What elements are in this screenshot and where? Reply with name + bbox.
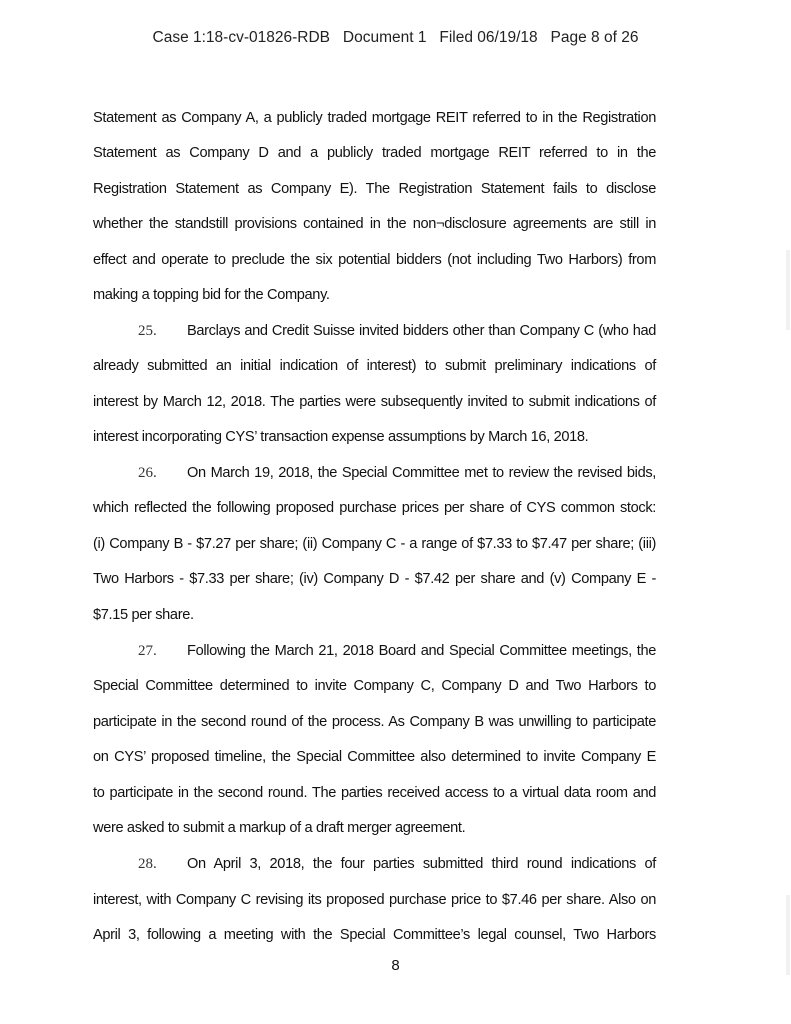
- text-line: (i) Company B - $7.27 per share; (ii) Company C - a range of $7.33 to $7.47 per share; (iii): [93, 536, 656, 552]
- text-line: participate in the second round of the process. As Company B was unwilling to participate: [93, 714, 656, 730]
- text-line: interest by March 12, 2018. The parties were subsequently invited to submit indications of: [93, 394, 656, 410]
- text-line: interest incorporating CYS’ transaction expense assumptions by March 16, 2018.: [93, 429, 589, 445]
- text-line: Barclays and Credit Suisse invited bidders other than Company C (who had: [187, 323, 656, 339]
- text-line: Two Harbors - $7.33 per share; (iv) Company D - $7.42 per share and (v) Company E -: [93, 571, 656, 587]
- scan-edge-artifact: [786, 250, 790, 330]
- text-line: effect and operate to preclude the six potential bidders (not including Two Harbors) from: [93, 252, 656, 268]
- text-line: Following the March 21, 2018 Board and Special Committee meetings, the: [187, 643, 656, 659]
- text-line: already submitted an initial indication of interest) to submit preliminary indications of: [93, 358, 656, 374]
- text-line: were asked to submit a markup of a draft merger agreement.: [93, 820, 466, 836]
- text-line: $7.15 per share.: [93, 607, 194, 623]
- text-line: whether the standstill provisions contained in the non¬disclosure agreements are still in: [93, 216, 656, 232]
- paragraph-number: 25.: [138, 323, 157, 339]
- text-line: Special Committee determined to invite Company C, Company D and Two Harbors to: [93, 678, 656, 694]
- text-line: making a topping bid for the Company.: [93, 287, 330, 303]
- page-number: 8: [391, 957, 400, 974]
- text-line: Statement as Company A, a publicly traded mortgage REIT referred to in the Registration: [93, 110, 656, 126]
- text-line: April 3, following a meeting with the Special Committee’s legal counsel, Two Harbors: [93, 927, 656, 943]
- paragraph-number: 26.: [138, 465, 157, 481]
- text-line: which reflected the following proposed purchase prices per share of CYS common stock:: [93, 500, 656, 516]
- text-line: On March 19, 2018, the Special Committee met to review the revised bids,: [187, 465, 656, 481]
- text-line: Registration Statement as Company E). The Registration Statement fails to disclose: [93, 181, 656, 197]
- scan-edge-artifact: [786, 895, 790, 975]
- text-line: On April 3, 2018, the four parties submitted third round indications of: [187, 856, 656, 872]
- text-line: on CYS’ proposed timeline, the Special Committee also determined to invite Company E: [93, 749, 656, 765]
- paragraph-number: 28.: [138, 856, 157, 872]
- text-line: to participate in the second round. The parties received access to a virtual data room and: [93, 785, 656, 801]
- case-header-stamp: Case 1:18-cv-01826-RDB Document 1 Filed 06/19/18 Page 8 of 26: [152, 29, 639, 46]
- text-line: interest, with Company C revising its proposed purchase price to $7.46 per share. Also on: [93, 892, 656, 908]
- text-line: Statement as Company D and a publicly traded mortgage REIT referred to in the: [93, 145, 656, 161]
- paragraph-number: 27.: [138, 643, 157, 659]
